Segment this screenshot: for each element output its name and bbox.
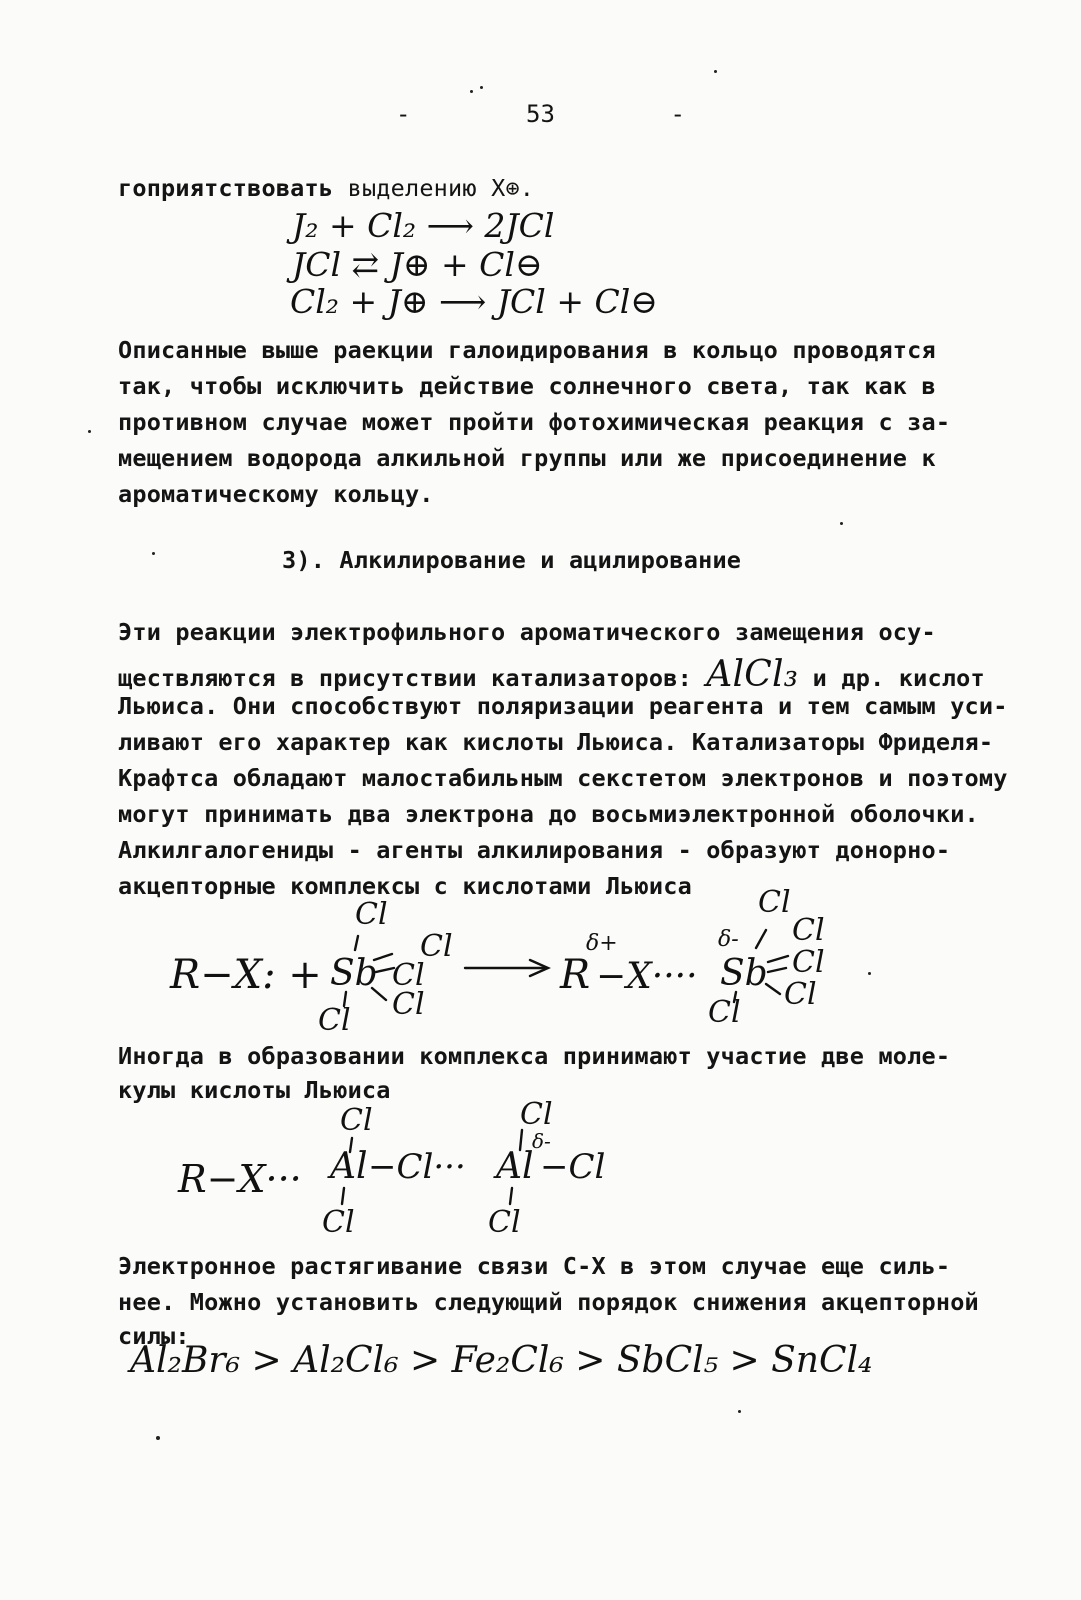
page-number xyxy=(0,100,1081,128)
intro-lead-word: гоприятствовать xyxy=(118,174,334,202)
scheme1-cl-mid-left: Cl xyxy=(392,958,425,993)
scheme2-left: R−X··· xyxy=(178,1157,302,1201)
paragraph-2-line: Крафтса обладают малостабильным секстетом электронов и поэтому xyxy=(118,764,1008,792)
scan-speck xyxy=(480,86,483,89)
scan-speck xyxy=(470,90,473,93)
scheme1-cl-bottom-left: Cl xyxy=(318,1003,351,1038)
scheme1-product-r: R xyxy=(560,952,591,998)
acceptor-order-formula: Al₂Br₆ > Al₂Cl₆ > Fe₂Cl₆ > SbCl₅ > SnCl₄ xyxy=(130,1340,873,1381)
dash-right: - xyxy=(670,100,685,128)
scheme1-cl-top-right: Cl xyxy=(758,885,791,920)
scheme1-bond-bottom-left xyxy=(344,992,346,1006)
scheme1-arrow-head xyxy=(530,960,548,976)
scheme1-bond-top-left xyxy=(355,936,358,950)
scheme2-al2: Al xyxy=(496,1146,534,1187)
intro-line xyxy=(118,174,534,202)
scheme2-bridge: −Cl··· xyxy=(368,1147,466,1187)
scheme1-cl-bottom-right: Cl xyxy=(708,995,741,1030)
paragraph-1-line: так, чтобы исключить действие солнечного света, так как в xyxy=(118,372,936,400)
scheme1-cl-low-right: Cl xyxy=(784,977,817,1012)
paragraph-4-line: силы: xyxy=(118,1322,190,1350)
scheme1-sb-left: Sb xyxy=(330,953,378,994)
scheme1-cl-top-left: Cl xyxy=(355,897,388,932)
scheme1-cl-upper-right: Cl xyxy=(792,913,825,948)
equation-1: J₂ + Cl₂ ⟶ 2JCl xyxy=(292,206,555,245)
catalyst-tail: и др. кислот xyxy=(812,664,985,692)
page-number-value: 53 xyxy=(526,100,555,128)
scheme1-delta-minus: δ- xyxy=(718,927,739,952)
scheme1-bond-top-right xyxy=(756,930,766,948)
paragraph-3-line: кулы кислоты Льюиса xyxy=(118,1076,391,1104)
paragraph-2-line-start: ществляются в присутствии катализаторов: xyxy=(118,664,692,692)
paragraph-2-line: Алкилгалогениды - агенты алкилирования - образуют донорно- xyxy=(118,836,951,864)
scan-speck xyxy=(156,1436,160,1440)
scheme1-product-x: −X···· xyxy=(596,956,698,997)
paragraph-4-line: Электронное растягивание связи С-Х в этом случае еще силь- xyxy=(118,1252,951,1280)
equation-2: JCl ⇄ J⊕ + Cl⊖ xyxy=(292,245,543,284)
scan-speck xyxy=(88,430,91,433)
section-heading: 3). Алкилирование и ацилирование xyxy=(282,546,742,574)
x-plus-symbol: X⊕. xyxy=(491,174,535,202)
catalyst-formula: AlCl₃ xyxy=(706,654,799,695)
scheme2-tail: −Cl xyxy=(540,1147,606,1187)
paragraph-2-line: Льюиса. Они способствуют поляризации реагента и тем самым уси- xyxy=(118,692,1008,720)
paragraph-1-line: мещением водорода алкильной группы или же присоединение к xyxy=(118,444,936,472)
scheme2-cl-top-2: Cl xyxy=(520,1097,553,1132)
paragraph-2-line-with-catalyst xyxy=(118,654,985,695)
scheme2-cl-bottom-1: Cl xyxy=(322,1205,355,1240)
scheme2-al1: Al xyxy=(330,1146,368,1187)
scheme2-bond-top-2 xyxy=(520,1130,522,1150)
scheme1-bond-upper-right xyxy=(768,956,788,962)
scheme1-bond-low-right xyxy=(766,984,780,994)
scheme2-delta-minus: δ- xyxy=(532,1129,551,1153)
paragraph-2-line: могут принимать два электрона до восьмиэлектронной оболочки. xyxy=(118,800,979,828)
scheme1-bond-bottom-right xyxy=(734,992,736,1002)
scan-speck xyxy=(738,1410,741,1413)
paragraph-1-line: ароматическому кольцу. xyxy=(118,480,434,508)
scheme2-cl-bottom-2: Cl xyxy=(488,1205,521,1240)
paragraph-2-line: ливают его характер как кислоты Льюиса. Катализаторы Фриделя- xyxy=(118,728,994,756)
scheme1-delta-plus: δ+ xyxy=(586,931,618,956)
scan-speck xyxy=(152,552,155,555)
scheme1-cl-upper-left: Cl xyxy=(420,929,453,964)
scheme1-reagent: R−X: + xyxy=(170,952,322,998)
scheme2-bond-bottom-2 xyxy=(510,1188,512,1204)
paragraph-1-line: противном случае может пройти фотохимическая реакция с за- xyxy=(118,408,951,436)
scan-speck xyxy=(714,70,717,73)
paragraph-2-line: Эти реакции электрофильного ароматического замещения осу- xyxy=(118,618,936,646)
intro-rest-word: выделению xyxy=(347,174,477,202)
scan-speck xyxy=(840,522,843,525)
scheme2-cl-top-1: Cl xyxy=(340,1103,373,1138)
scheme1-cl-low-left: Cl xyxy=(392,987,425,1022)
paragraph-2-line: акцепторные комплексы с кислотами Льюиса xyxy=(118,872,692,900)
scheme2-bond-bottom-1 xyxy=(342,1188,344,1204)
equation-3: Cl₂ + J⊕ ⟶ JCl + Cl⊖ xyxy=(290,282,658,321)
scan-speck xyxy=(868,972,871,975)
scheme1-bond-low-left xyxy=(372,988,386,1000)
paragraph-3-line: Иногда в образовании комплекса принимают участие две моле- xyxy=(118,1042,951,1070)
paragraph-1-line: Описанные выше раекции галоидирования в кольцо проводятся xyxy=(118,336,936,364)
scheme1-bond-mid-left xyxy=(376,968,394,972)
scheme1-sb-right: Sb xyxy=(720,953,768,994)
dash-left: - xyxy=(396,100,411,128)
scheme1-cl-mid-right: Cl xyxy=(792,945,825,980)
paragraph-4-line: нее. Можно установить следующий порядок снижения акцепторной xyxy=(118,1288,979,1316)
scheme1-bond-mid-right xyxy=(768,968,786,972)
scheme2-bond-top-1 xyxy=(350,1138,352,1152)
scheme1-bond-upper-left xyxy=(374,954,392,960)
